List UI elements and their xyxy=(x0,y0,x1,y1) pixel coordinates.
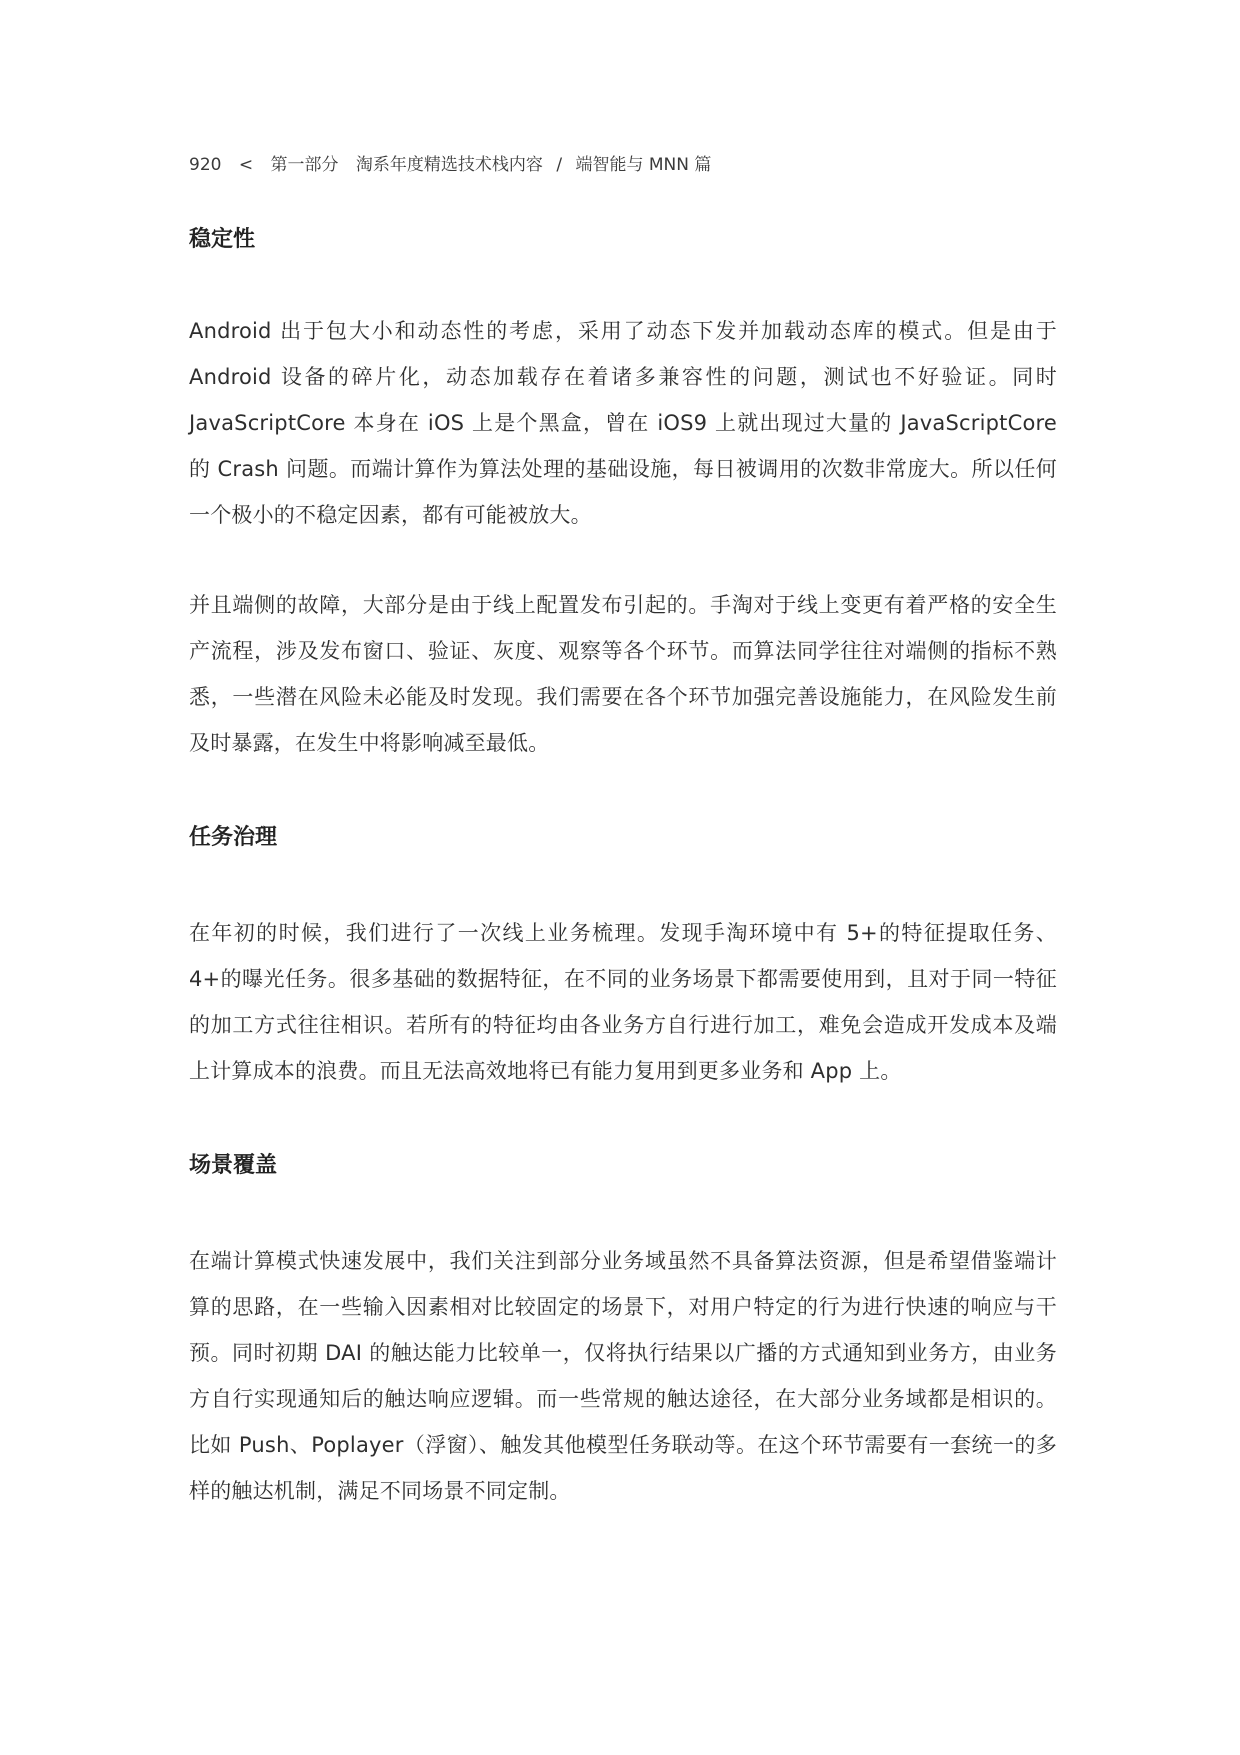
chapter-title: 端智能与 MNN 篇 xyxy=(575,155,712,175)
paragraph: 在端计算模式快速发展中，我们关注到部分业务域虽然不具备算法资源，但是希望借鉴端计算的思路，在一些输入因素相对比较固定的场景下，对用户特定的行为进行快速的响应与干预。同时初期 DAI 的触达能力比较单一，仅将执行结果以广播的方式通知到业务方，由业务方自行实现通知后的触达响应逻辑。而一些常规的触达途径，在大部分业务域都是相识的。比如 Push、Poplayer（浮窗）、触发其他模型任务联动等。在这个环节需要有一套统一的多样的触达机制，满足不同场景不同定制。 xyxy=(189,1249,1057,1503)
section-heading: 稳定性 xyxy=(189,227,256,252)
running-header xyxy=(189,152,1069,178)
header-separator: < xyxy=(238,155,254,175)
paragraph: 并且端侧的故障，大部分是由于线上配置发布引起的。手淘对于线上变更有着严格的安全生产流程，涉及发布窗口、验证、灰度、观察等各个环节。而算法同学往往对端侧的指标不熟悉，一些潜在风险未必能及时发现。我们需要在各个环节加强完善设施能力，在风险发生前及时暴露，在发生中将影响减至最低。 xyxy=(189,593,1057,755)
paragraph: 在年初的时候，我们进行了一次线上业务梳理。发现手淘环境中有 5+的特征提取任务、4+的曝光任务。很多基础的数据特征，在不同的业务场景下都需要使用到，且对于同一特征的加工方式往往相识。若所有的特征均由各业务方自行进行加工，难免会造成开发成本及端上计算成本的浪费。而且无法高效地将已有能力复用到更多业务和 App 上。 xyxy=(189,921,1057,1083)
section-heading: 任务治理 xyxy=(189,825,278,850)
section-heading: 场景覆盖 xyxy=(189,1153,278,1178)
page-content xyxy=(189,220,1057,1514)
page-number: 920 xyxy=(189,155,222,175)
header-slash: / xyxy=(556,155,563,175)
part-label: 第一部分 xyxy=(270,155,339,175)
paragraph: Android 出于包大小和动态性的考虑，采用了动态下发并加载动态库的模式。但是由于 Android 设备的碎片化，动态加载存在着诸多兼容性的问题，测试也不好验证。同时 JavaScriptCore 本身在 iOS 上是个黑盒，曾在 iOS9 上就出现过大量的 JavaScriptCore 的 Crash 问题。而端计算作为算法处理的基础设施，每日被调用的次数非常庞大。所以任何一个极小的不稳定因素，都有可能被放大。 xyxy=(189,319,1057,527)
book-title: 淘系年度精选技术栈内容 xyxy=(355,155,543,175)
